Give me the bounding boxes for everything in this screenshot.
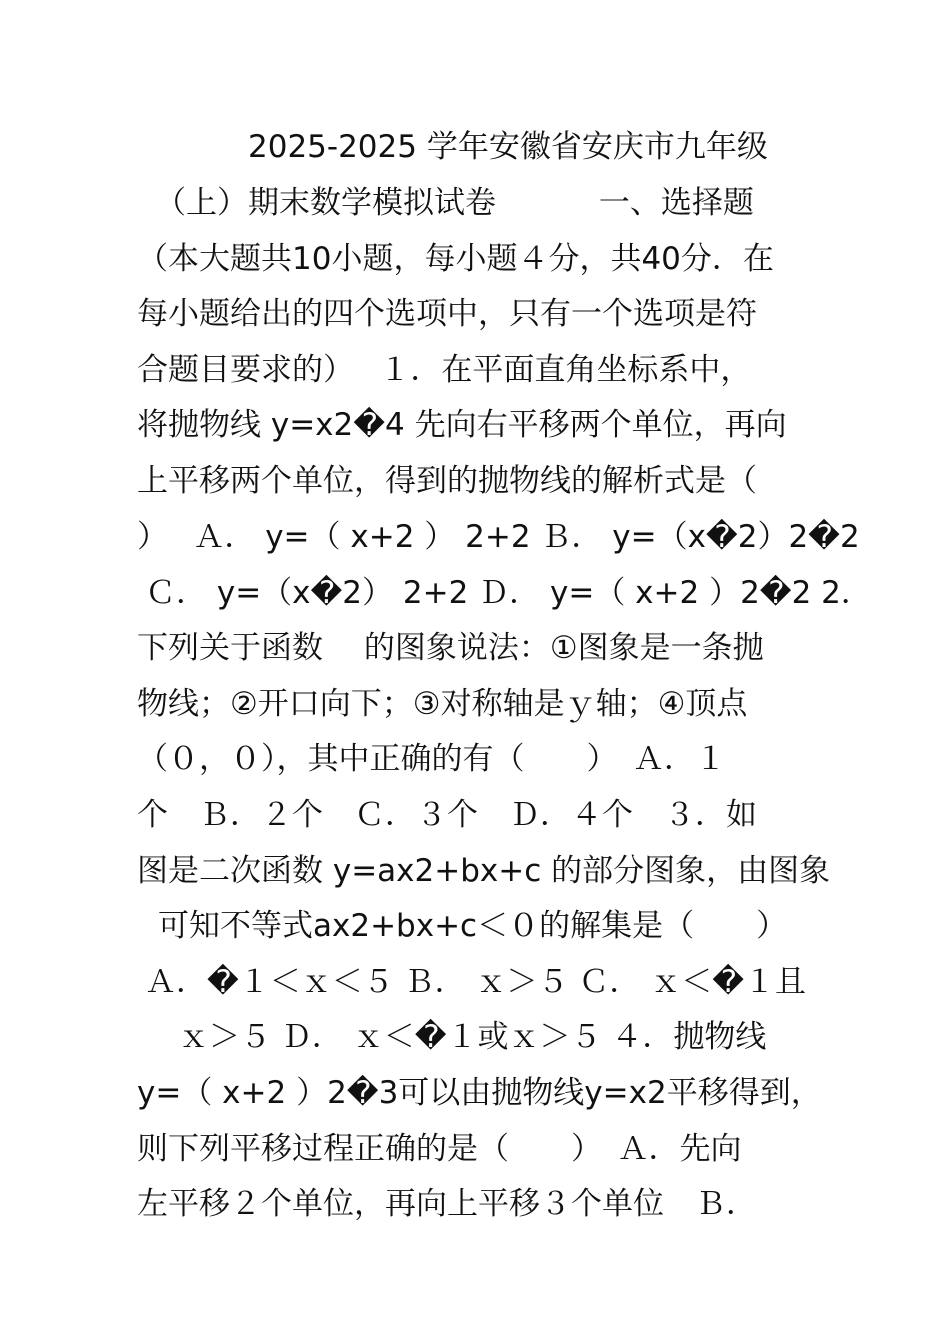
text-line: 将抛物线 y=x2�4 先向右平移两个单位，再向 [137, 407, 787, 443]
text-line: （本大题共10小题，每小题４分，共40分．在 [137, 241, 774, 277]
text-line: Ｃ． y=（x�2） 2+2 Ｄ． y=（ x+2 ）2�2 2． [145, 575, 872, 611]
text-line: 左平移２个单位，再向上平移３个单位 Ｂ． [137, 1186, 757, 1222]
text-line: 合题目要求的） １．在平面直角坐标系中， [137, 352, 752, 388]
text-line: （０，０），其中正确的有（ ） Ａ．１ [137, 741, 726, 777]
text-line: 每小题给出的四个选项中，只有一个选项是符 [137, 296, 757, 332]
text-line: ） Ａ． y=（ x+2 ） 2+2 Ｂ． y=（x�2）2�2 [137, 519, 860, 555]
text-line: 图是二次函数 y=ax2+bx+c 的部分图象，由图象 [137, 853, 831, 889]
text-line: ｘ＞５ Ｄ． ｘ＜�１或ｘ＞５ ４．抛物线 [178, 1019, 767, 1055]
text-line: 可知不等式ax2+bx+c＜０的解集是（ ） [158, 908, 788, 944]
text-line: 个 Ｂ．２个 Ｃ．３个 Ｄ．４个 ３．如 [137, 797, 757, 833]
text-line: 物线；②开口向下；③对称轴是ｙ轴；④顶点 [137, 686, 748, 722]
text-line: 则下列平移过程正确的是（ ） Ａ．先向 [137, 1131, 742, 1167]
title-line-2: （上）期末数学模拟试卷 一、选择题 [155, 185, 754, 221]
title-line-1: 2025-2025 学年安徽省安庆市九年级 [248, 129, 768, 165]
text-line: y=（ x+2 ）2�3可以由抛物线y=x2平移得到， [137, 1075, 822, 1111]
text-line: Ａ．�１＜ｘ＜５ Ｂ． ｘ＞５ Ｃ． ｘ＜�１且 [145, 964, 806, 1000]
text-line: 上平移两个单位，得到的抛物线的解析式是（ [137, 463, 757, 499]
text-line: 下列关于函数 的图象说法：①图象是一条抛 [137, 630, 764, 666]
